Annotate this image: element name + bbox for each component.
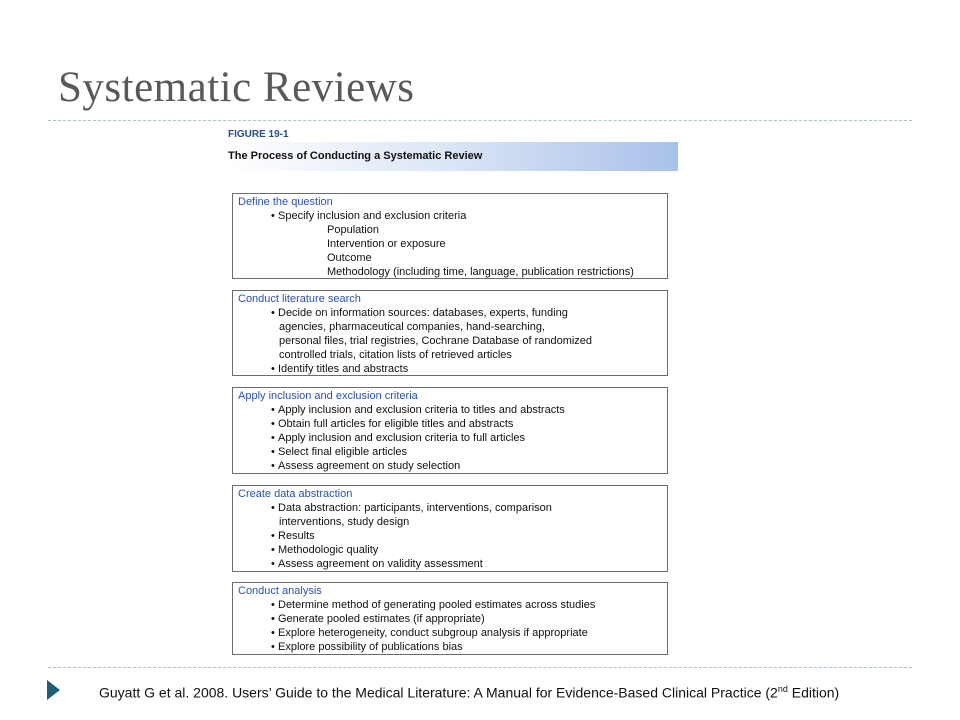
bullet-item-text: Methodologic quality — [278, 544, 379, 556]
bullet-item-text: Obtain full articles for eligible titles and abstracts — [278, 418, 514, 430]
bullet-item-text: Specify inclusion and exclusion criteria — [278, 210, 467, 222]
footer-divider — [48, 667, 912, 668]
bullet-item-text: Generate pooled estimates (if appropriate) — [278, 613, 485, 625]
bullet-item — [238, 459, 667, 473]
bullet-item — [238, 417, 667, 431]
process-step-box — [232, 485, 668, 572]
process-step-box — [232, 290, 668, 376]
process-step-title: Conduct literature search — [238, 293, 361, 305]
bullet-item-text: Apply inclusion and exclusion criteria to titles and abstracts — [278, 404, 565, 416]
bullet-item — [238, 501, 667, 515]
bullet-item-text: Data abstraction: participants, interventions, comparison — [278, 502, 552, 514]
continuation-line: interventions, study design — [279, 516, 410, 528]
sub-item: Outcome — [327, 252, 372, 264]
bullet-item — [238, 557, 667, 571]
process-step-title: Create data abstraction — [238, 488, 353, 500]
citation-text: Guyatt G et al. 2008. Users’ Guide to the Medical Literature: A Manual for Evidence-Based Clinical Practice (2 — [99, 684, 778, 701]
process-step-box — [232, 582, 668, 655]
process-step-box — [232, 387, 668, 474]
continuation-line: personal files, trial registries, Cochrane Database of randomized — [279, 335, 593, 347]
bullet-item — [238, 640, 667, 654]
slide-title: Systematic Reviews — [58, 64, 415, 111]
bullet-item-text: Apply inclusion and exclusion criteria to full articles — [278, 432, 526, 444]
bullet-item — [238, 543, 667, 557]
bullet-item-text: Decide on information sources: databases, experts, funding — [278, 307, 568, 319]
triangle-bullet-icon — [47, 680, 60, 700]
figure — [226, 126, 678, 653]
bullet-item — [238, 209, 667, 223]
process-step-title: Conduct analysis — [238, 585, 322, 597]
bullet-item-text: Explore heterogeneity, conduct subgroup analysis if appropriate — [278, 627, 588, 639]
bullet-item-text: Explore possibility of publications bias — [278, 641, 463, 653]
continuation-line: agencies, pharmaceutical companies, hand-searching, — [279, 321, 545, 333]
bullet-item-text: Identify titles and abstracts — [278, 363, 409, 375]
process-step-title: Define the question — [238, 196, 333, 208]
bullet-item — [238, 612, 667, 626]
bullet-item-text: Assess agreement on study selection — [278, 460, 461, 472]
bullet-item-text: Determine method of generating pooled estimates across studies — [278, 599, 596, 611]
title-divider — [48, 120, 912, 121]
citation-superscript: nd — [777, 684, 788, 694]
citation — [99, 684, 839, 701]
bullet-item-text: Select final eligible articles — [278, 446, 408, 458]
process-step-title: Apply inclusion and exclusion criteria — [238, 390, 418, 402]
bullet-item — [238, 403, 667, 417]
bullet-item — [238, 306, 667, 320]
continuation-line: controlled trials, citation lists of retrieved articles — [279, 349, 512, 361]
sub-item: Methodology (including time, language, publication restrictions) — [327, 266, 634, 278]
bullet-item — [238, 598, 667, 612]
sub-item: Population — [327, 224, 379, 236]
bullet-item — [238, 431, 667, 445]
figure-label: FIGURE 19-1 — [228, 129, 289, 140]
bullet-item — [238, 626, 667, 640]
figure-header: The Process of Conducting a Systematic Review — [226, 142, 678, 171]
bullet-item — [238, 362, 667, 376]
bullet-item — [238, 445, 667, 459]
bullet-item — [238, 529, 667, 543]
bullet-item-text: Assess agreement on validity assessment — [278, 558, 483, 570]
citation-edition: Edition) — [787, 684, 840, 701]
process-step-box — [232, 193, 668, 279]
bullet-item-text: Results — [278, 530, 315, 542]
sub-item: Intervention or exposure — [327, 238, 446, 250]
